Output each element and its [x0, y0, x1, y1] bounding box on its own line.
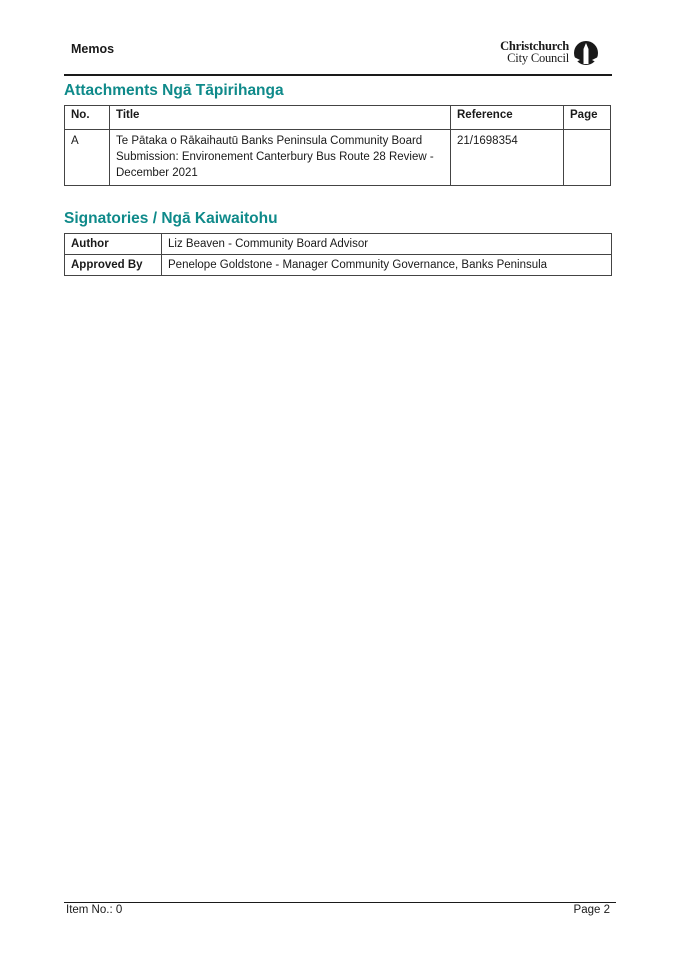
footer-page-number: Page 2 [573, 904, 610, 916]
header-title: Memos [71, 42, 115, 56]
author-label: Author [65, 234, 162, 255]
logo-line1: Christchurch [500, 39, 569, 53]
logo-text [500, 40, 569, 64]
table-row [65, 234, 612, 255]
attachments-heading: Attachments Ngā Tāpirihanga [64, 82, 284, 99]
attachment-page [564, 130, 611, 186]
page-footer [64, 902, 616, 916]
column-header-title: Title [110, 106, 451, 130]
attachment-reference: 21/1698354 [451, 130, 564, 186]
footer-item-number: Item No.: 0 [66, 904, 123, 916]
table-header-row [65, 106, 611, 130]
cathedral-icon [572, 40, 600, 68]
approved-by-value: Penelope Goldstone - Manager Community Governance, Banks Peninsula [162, 255, 612, 276]
column-header-reference: Reference [451, 106, 564, 130]
attachment-no: A [65, 130, 110, 186]
column-header-no: No. [65, 106, 110, 130]
signatories-heading: Signatories / Ngā Kaiwaitohu [64, 210, 278, 227]
approved-by-label: Approved By [65, 255, 162, 276]
table-row [65, 255, 612, 276]
logo-line2: City Council [507, 51, 569, 65]
council-logo [496, 40, 600, 68]
page-header [64, 38, 612, 76]
signatories-table [64, 233, 612, 276]
table-row [65, 130, 611, 186]
column-header-page: Page [564, 106, 611, 130]
author-value: Liz Beaven - Community Board Advisor [162, 234, 612, 255]
attachments-table [64, 105, 611, 186]
attachment-title: Te Pātaka o Rākaihautū Banks Peninsula Community Board Submission: Environement Canterbury Bus Route 28 Review - December 2021 [110, 130, 451, 186]
